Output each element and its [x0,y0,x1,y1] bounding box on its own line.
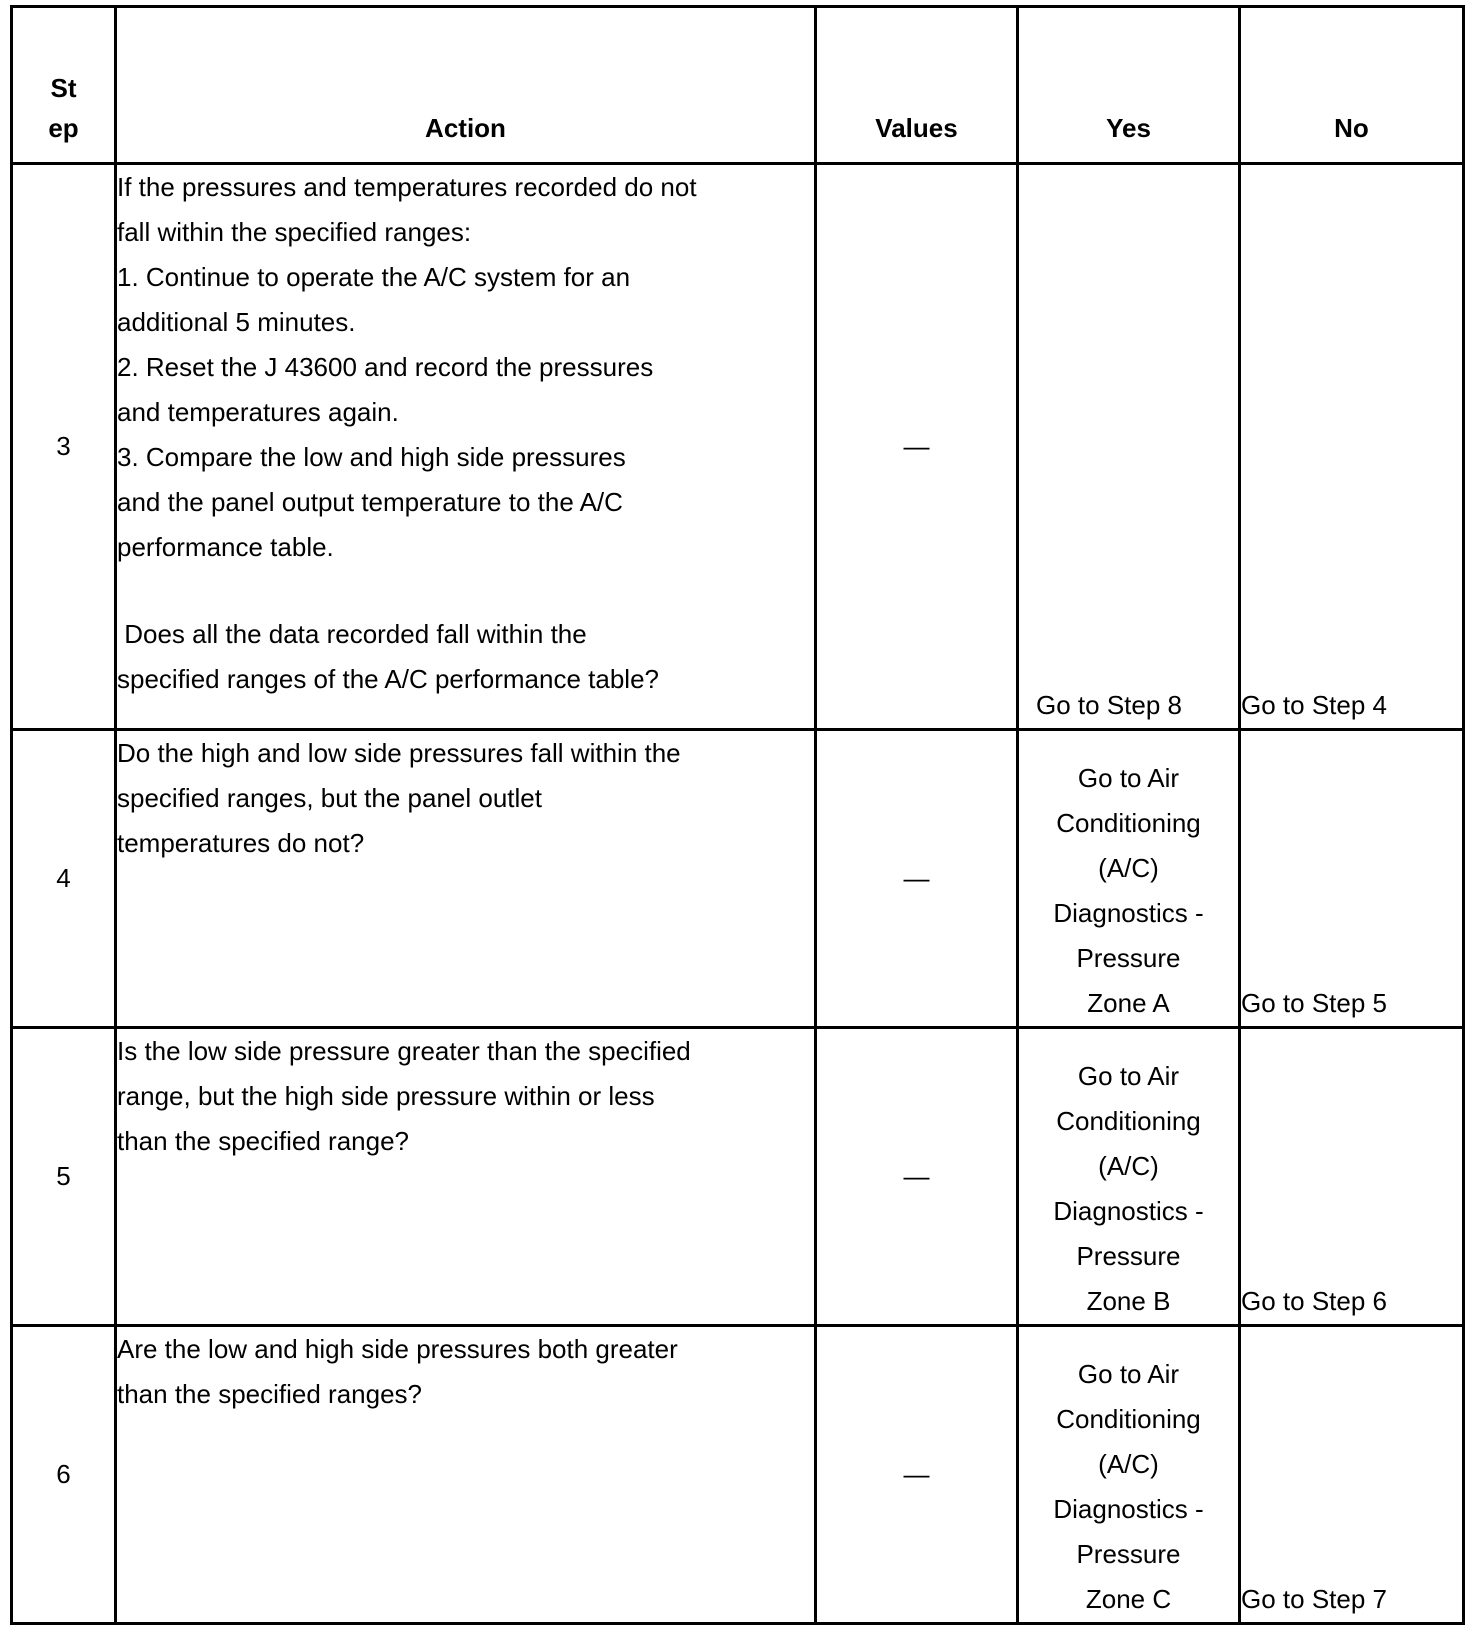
table-row [12,1028,1464,1326]
header-yes: Yes [1018,7,1240,164]
step-number: 3 [12,164,116,730]
table-row [12,164,1464,730]
yes-line: (A/C) [1098,1449,1159,1479]
yes-line: Conditioning [1056,1404,1201,1434]
header-action: Action [116,7,816,164]
header-step-line-1: St [50,73,77,103]
yes-line: Zone B [1086,1286,1171,1316]
yes-line: Diagnostics - [1053,898,1204,928]
values-cell [816,730,1018,1028]
values-dash: — [903,431,930,461]
action-line: 1. Continue to operate the A/C system for an [117,262,631,292]
step-number: 6 [12,1326,116,1624]
action-cell [116,1326,816,1624]
action-line: fall within the specified ranges: [117,217,472,247]
no-cell: Go to Step 5 [1240,730,1464,1028]
action-line: additional 5 minutes. [117,307,356,337]
table-row [12,1326,1464,1624]
yes-line: Conditioning [1056,1106,1201,1136]
action-line: 2. Reset the J 43600 and record the pressures [117,352,654,382]
action-line: 3. Compare the low and high side pressures [117,442,626,472]
yes-cell [1018,730,1240,1028]
header-step-line-2: ep [48,113,79,143]
yes-line: Diagnostics - [1053,1494,1204,1524]
yes-line: Pressure [1076,1539,1181,1569]
yes-line: Diagnostics - [1053,1196,1204,1226]
header-step [12,7,116,164]
action-line: performance table. [117,532,334,562]
table-row [12,730,1464,1028]
step-number: 4 [12,730,116,1028]
yes-cell [1018,1028,1240,1326]
values-cell [816,164,1018,730]
action-cell [116,730,816,1028]
action-line: than the specified range? [117,1126,409,1156]
values-dash: — [903,1459,930,1489]
action-line: temperatures do not? [117,828,365,858]
action-line: range, but the high side pressure within or less [117,1081,655,1111]
action-line: Is the low side pressure greater than the specified [117,1036,691,1066]
action-line: If the pressures and temperatures recorded do not [117,172,697,202]
no-cell: Go to Step 7 [1240,1326,1464,1624]
action-cell [116,164,816,730]
yes-line: (A/C) [1098,1151,1159,1181]
header-row [12,7,1464,164]
yes-line: Go to Air [1077,1061,1180,1091]
values-cell [816,1028,1018,1326]
values-dash: — [903,1161,930,1191]
action-line: Are the low and high side pressures both greater [117,1334,678,1364]
yes-line: Zone C [1085,1584,1172,1614]
yes-cell: Go to Step 8 [1018,164,1240,730]
action-line: Do the high and low side pressures fall within the [117,738,681,768]
yes-line: Go to Air [1077,1359,1180,1389]
step-number: 5 [12,1028,116,1326]
header-values: Values [816,7,1018,164]
action-line: specified ranges, but the panel outlet [117,783,542,813]
header-no: No [1240,7,1464,164]
yes-line: (A/C) [1098,853,1159,883]
action-cell [116,1028,816,1326]
yes-line: Go to Air [1077,763,1180,793]
diagnostic-table [10,5,1465,1625]
question-line: Does all the data recorded fall within the [117,619,587,649]
action-line: and the panel output temperature to the A/C [117,487,623,517]
yes-line: Conditioning [1056,808,1201,838]
action-line: and temperatures again. [117,397,399,427]
action-line: than the specified ranges? [117,1379,422,1409]
question-line: specified ranges of the A/C performance table? [117,664,659,694]
spacer [117,570,814,612]
yes-line: Pressure [1076,943,1181,973]
values-cell [816,1326,1018,1624]
no-cell: Go to Step 4 [1240,164,1464,730]
yes-cell [1018,1326,1240,1624]
yes-line: Zone A [1087,988,1170,1018]
values-dash: — [903,863,930,893]
yes-line: Pressure [1076,1241,1181,1271]
no-cell: Go to Step 6 [1240,1028,1464,1326]
